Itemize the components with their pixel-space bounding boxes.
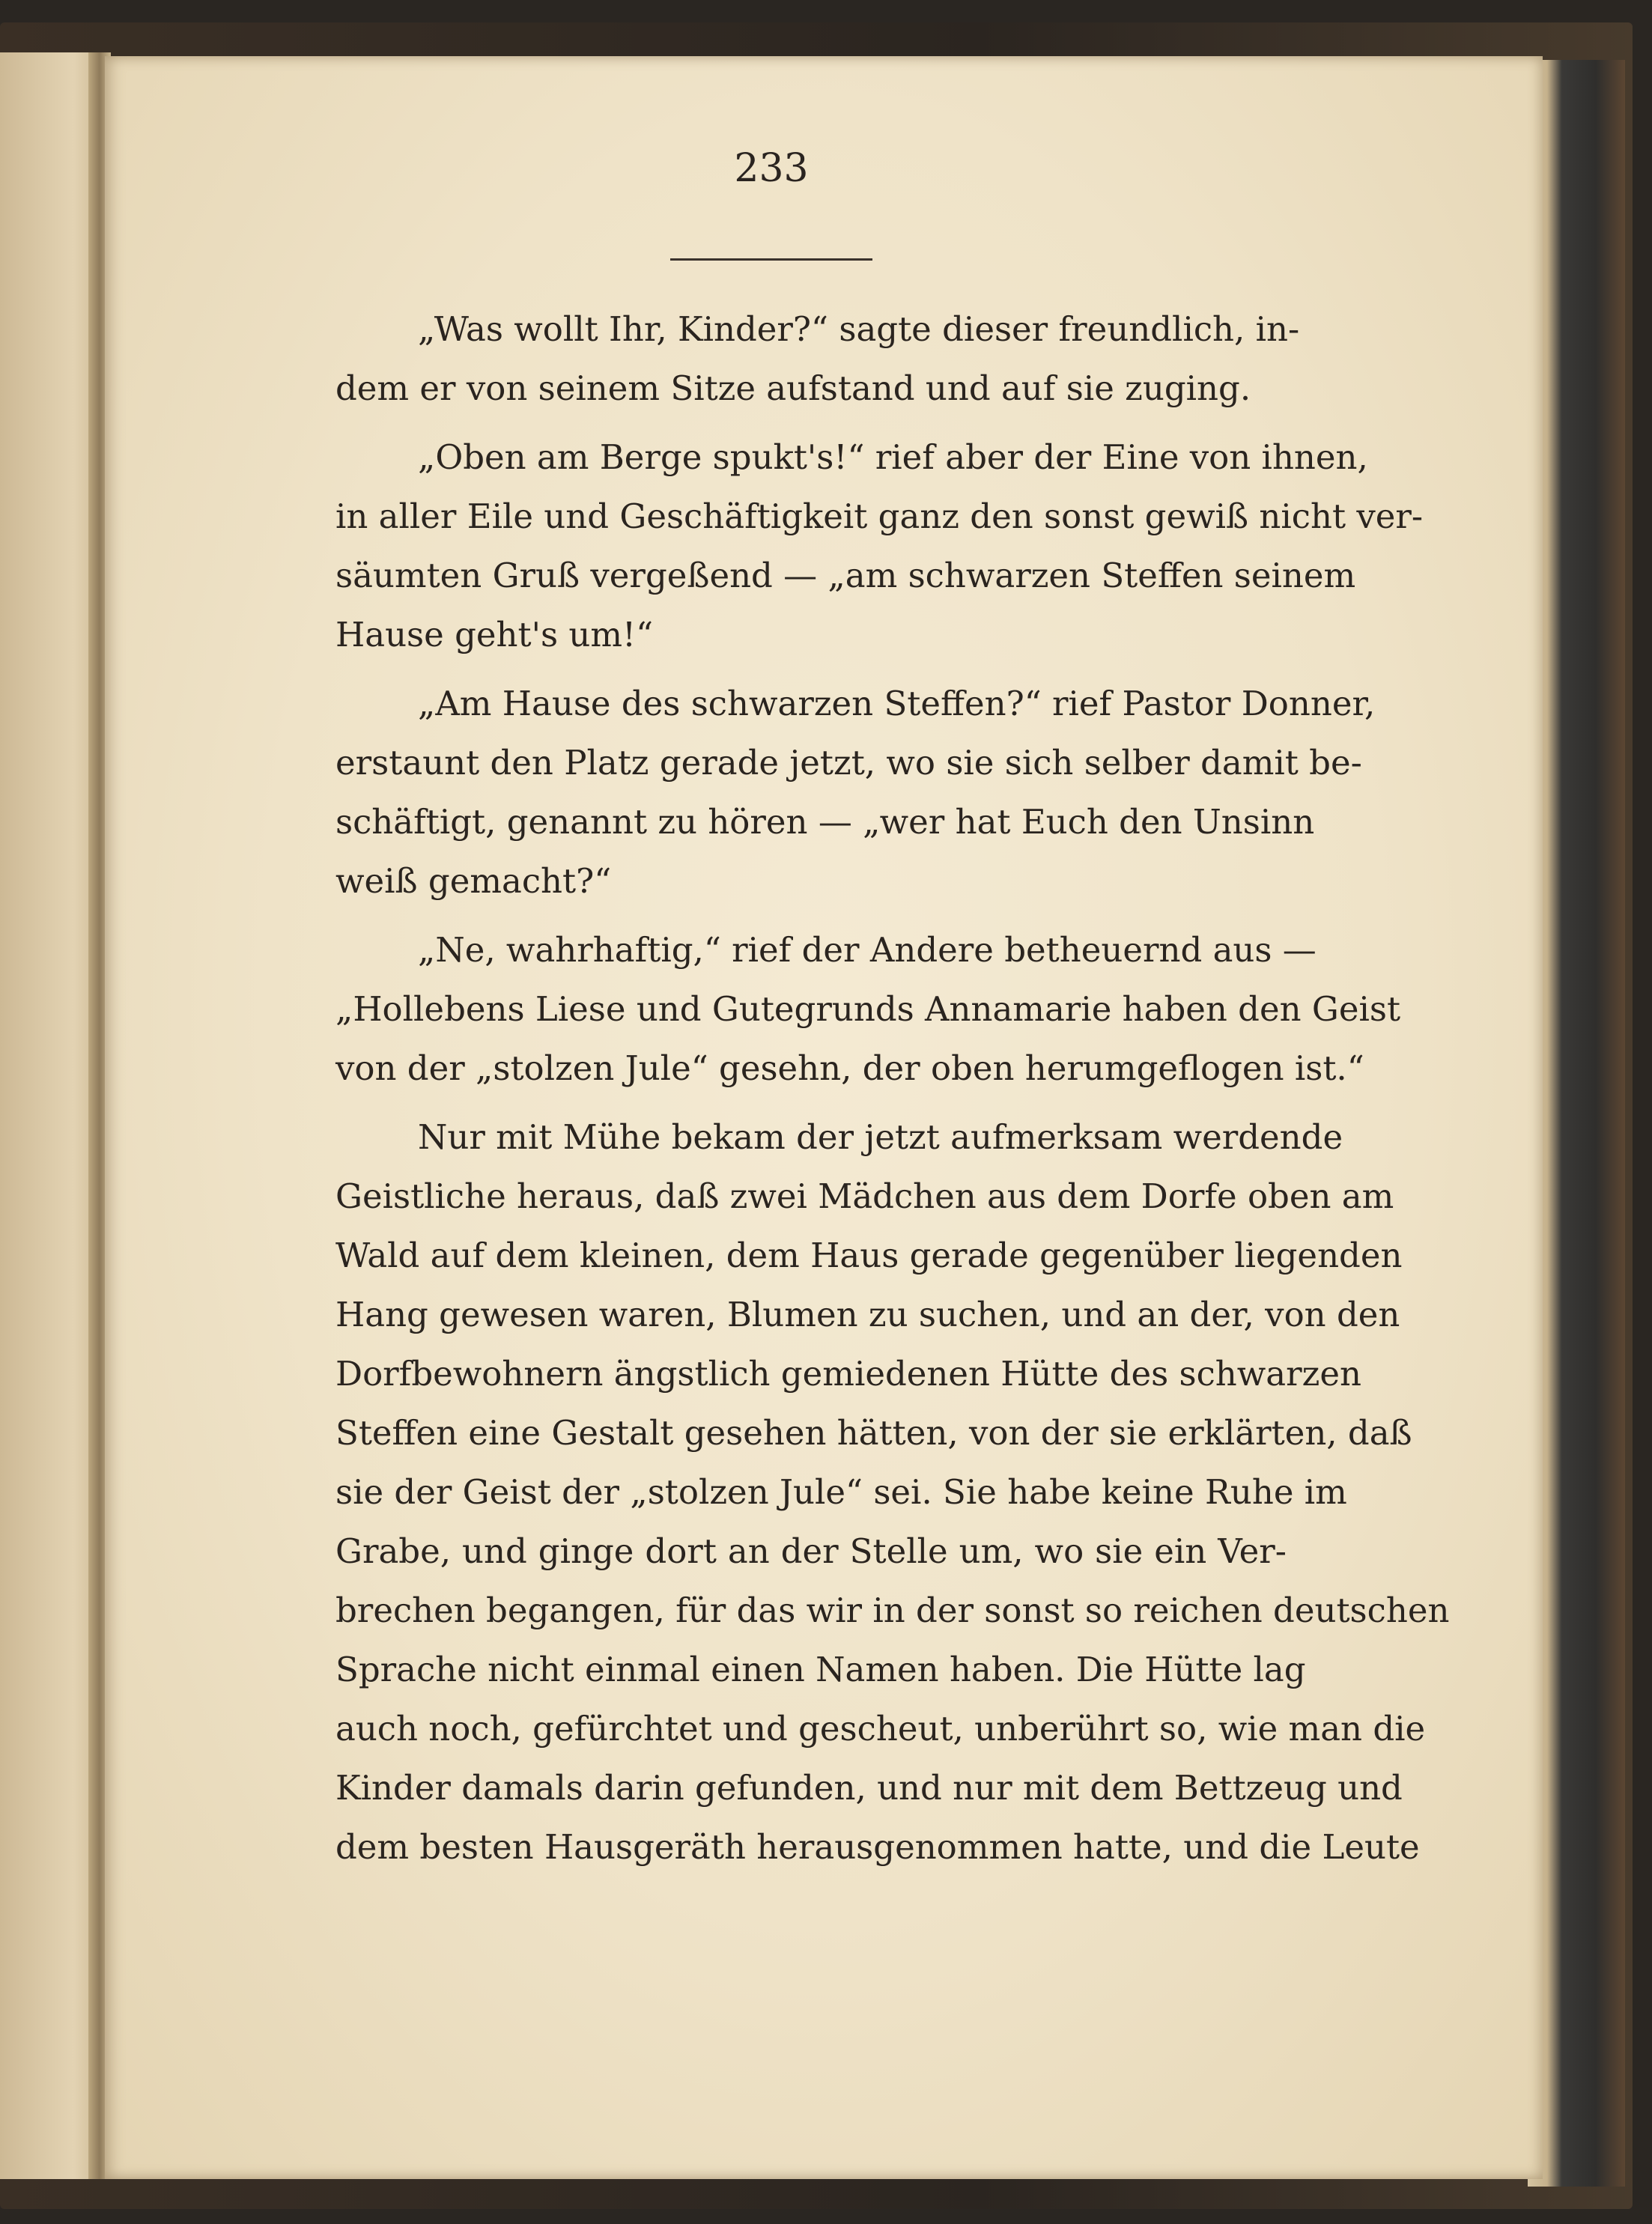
text-line: auch noch, gefürchtet und gescheut, unberührt so, wie man die [335,1709,1426,1748]
paragraph [253,920,1401,1098]
text-line: Hang gewesen waren, Blumen zu suchen, und an der, von den [335,1295,1400,1334]
text-line: Grabe, und ginge dort an der Stelle um, wo sie ein Ver- [335,1531,1287,1571]
paragraph [253,300,1300,418]
text-line: „Oben am Berge spukt's!“ rief aber der Eine von ihnen, [418,437,1368,477]
text-line: Sprache nicht einmal einen Namen haben. Die Hütte lag [335,1650,1306,1689]
paragraph [253,674,1376,911]
text-line: „Hollebens Liese und Gutegrunds Annamarie haben den Geist [335,989,1401,1029]
text-line: „Ne, wahrhaftig,“ rief der Andere betheuernd aus — [418,930,1317,970]
text-line: Dorfbewohnern ängstlich gemiedenen Hütte des schwarzen [335,1354,1361,1394]
text-line: schäftigt, genannt zu hören — „wer hat Euch den Unsinn [335,802,1315,842]
paragraph [253,1108,1450,1877]
text-line: Geistliche heraus, daß zwei Mädchen aus dem Dorfe oben am [335,1176,1394,1216]
text-line: Nur mit Mühe bekam der jetzt aufmerksam werdende [418,1117,1343,1157]
text-line: dem besten Hausgeräth herausgenommen hatte, und die Leute [335,1827,1420,1867]
text-line: von der „stolzen Jule“ gesehn, der oben herumgeflogen ist.“ [335,1048,1364,1088]
text-line: Steffen eine Gestalt gesehen hätten, von der sie erklärten, daß [335,1413,1412,1453]
paragraph [253,428,1424,664]
text-line: erstaunt den Platz gerade jetzt, wo sie sich selber damit be- [335,743,1362,783]
text-line: Hause geht's um!“ [335,615,654,654]
text-line: Kinder damals darin gefunden, und nur mit dem Bettzeug und [335,1768,1403,1808]
page-number: 233 [734,146,809,191]
text-line: Wald auf dem kleinen, dem Haus gerade gegenüber liegenden [335,1236,1403,1275]
text-line: in aller Eile und Geschäftigkeit ganz den sonst gewiß nicht ver- [335,496,1424,536]
text-line: „Am Hause des schwarzen Steffen?“ rief Pastor Donner, [418,684,1376,723]
page-number-rule [670,258,872,261]
text-line: dem er von seinem Sitze aufstand und auf sie zuging. [335,368,1251,408]
text-line: weiß gemacht?“ [335,861,612,901]
text-line: „Was wollt Ihr, Kinder?“ sagte dieser freundlich, in- [418,309,1300,349]
text-line: säumten Gruß vergeßend — „am schwarzen Steffen seinem [335,556,1356,595]
text-line: sie der Geist der „stolzen Jule“ sei. Sie habe keine Ruhe im [335,1472,1347,1512]
body-text [253,300,1450,1877]
text-line: brechen begangen, für das wir in der sonst so reichen deutschen [335,1590,1450,1630]
